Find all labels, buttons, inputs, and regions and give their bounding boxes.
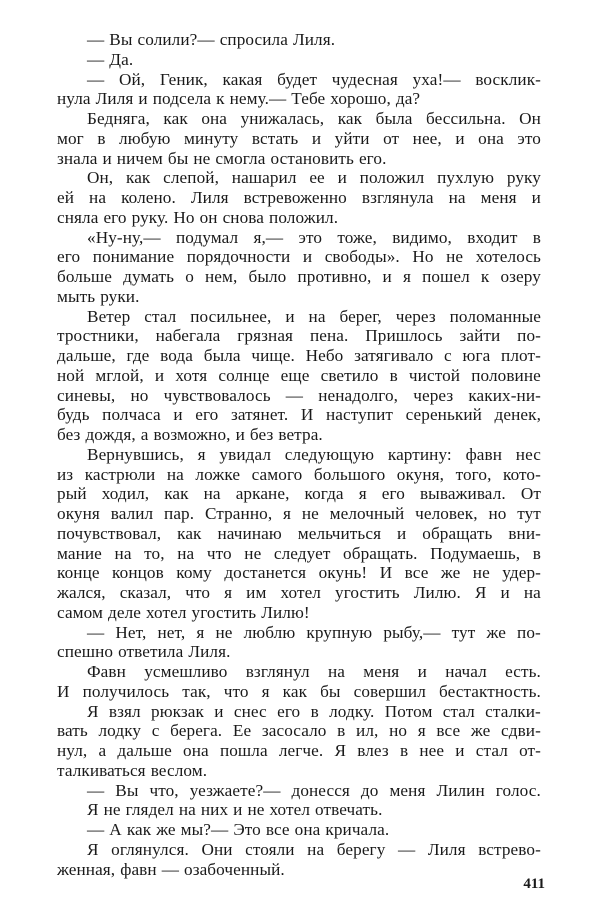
text-line: Вернувшись, я увидал следующую картину: фавн нес (87, 444, 541, 464)
text-line: Бедняга, как она унижалась, как была бессильна. Он (87, 109, 541, 128)
text-line: самом деле хотел угостить Лилю! (57, 602, 310, 622)
text-line: Он, как слепой, нашарил ее и положил пухлую руку (87, 168, 541, 188)
text-line: ной мглой, и хотя солнце еще светило в чистой половине (57, 365, 541, 385)
text-line: — Ой, Геник, какая будет чудесная уха!— восклик- (87, 69, 541, 89)
text-line: талкиваться веслом. (57, 760, 208, 780)
text-line: Ветер стал посильнее, и на берег, через поломанные (87, 306, 541, 326)
text-line: нул, а дальше она пошла легче. Я влез в нее и стал от- (57, 741, 541, 760)
text-line: мог в любую минуту встать и уйти от нее, и она это (57, 128, 541, 148)
text-line: — Вы что, уезжаете?— донесся до меня Лилин голос. (87, 780, 541, 800)
text-line: нула Лиля и подсела к нему.— Тебе хорошо, да? (57, 89, 421, 109)
text-line: — Нет, нет, я не люблю крупную рыбу,— тут же по- (87, 622, 541, 642)
text-line: рый ходил, как на аркане, когда я его вываживал. От (57, 484, 541, 504)
text-line: конце концов кому достанется окунь! И все же не удер- (57, 563, 541, 583)
text-line: тростники, набегала грязная пена. Пришлось зайти по- (57, 326, 541, 346)
text-line: знала и ничем бы не смогла остановить его. (57, 148, 387, 168)
text-line: мыть руки. (57, 286, 140, 306)
text-line: из кастрюли на ложке самого большого окуня, того, кото- (57, 464, 541, 484)
text-line: женная, фавн — озабоченный. (57, 859, 285, 879)
text-line: Фавн усмешливо взглянул на меня и начал есть. (87, 662, 541, 681)
text-line: окуня валил пар. Странно, я не мелочный человек, но тут (57, 504, 541, 523)
text-line: Я взял рюкзак и снес его в лодку. Потом стал сталки- (87, 701, 541, 721)
text-line: мание на то, на что не следует обращать. Подумаешь, в (57, 543, 541, 563)
text-line: — Вы солили?— спросила Лиля. (87, 30, 336, 49)
text-line: «Ну-ну,— подумал я,— это тоже, видимо, входит в (87, 227, 541, 247)
text-line: сняла его руку. Но он снова положил. (57, 207, 339, 227)
page-number: 411 (523, 876, 545, 892)
text-line: больше думать о нем, было противно, и я пошел к озеру (57, 267, 541, 286)
text-line: — Да. (87, 49, 134, 69)
text-line: без дождя, а возможно, и без ветра. (57, 425, 323, 444)
text-line: И получилось так, что я как бы совершил бестактность. (57, 681, 541, 701)
text-line: почувствовал, как начинаю мельчиться и обращать вни- (57, 523, 541, 543)
book-page-text (57, 30, 541, 879)
text-line: дальше, где вода была чище. Небо затягивало с юга плот- (57, 346, 541, 365)
text-line: Я оглянулся. Они стояли на берегу — Лиля встрево- (87, 839, 541, 859)
text-line: его понимание порядочности и свободы». Но не хотелось (57, 247, 541, 267)
text-line: Я не глядел на них и не хотел отвечать. (87, 800, 383, 820)
text-line: — А как же мы?— Это все она кричала. (87, 820, 390, 839)
text-line: синевы, но чувствовалось — ненадолго, через каких-ни- (57, 385, 541, 405)
text-line: вать лодку с берега. Ее засосало в ил, но я все же сдви- (57, 721, 541, 741)
text-line: жался, сказал, что я им хотел угостить Лилю. Я и на (57, 583, 541, 602)
text-line: будь полчаса и его затянет. И наступит серенький денек, (57, 405, 541, 425)
text-line: ей на колено. Лиля встревоженно взглянула на меня и (57, 188, 541, 207)
text-line: спешно ответила Лиля. (57, 642, 231, 662)
